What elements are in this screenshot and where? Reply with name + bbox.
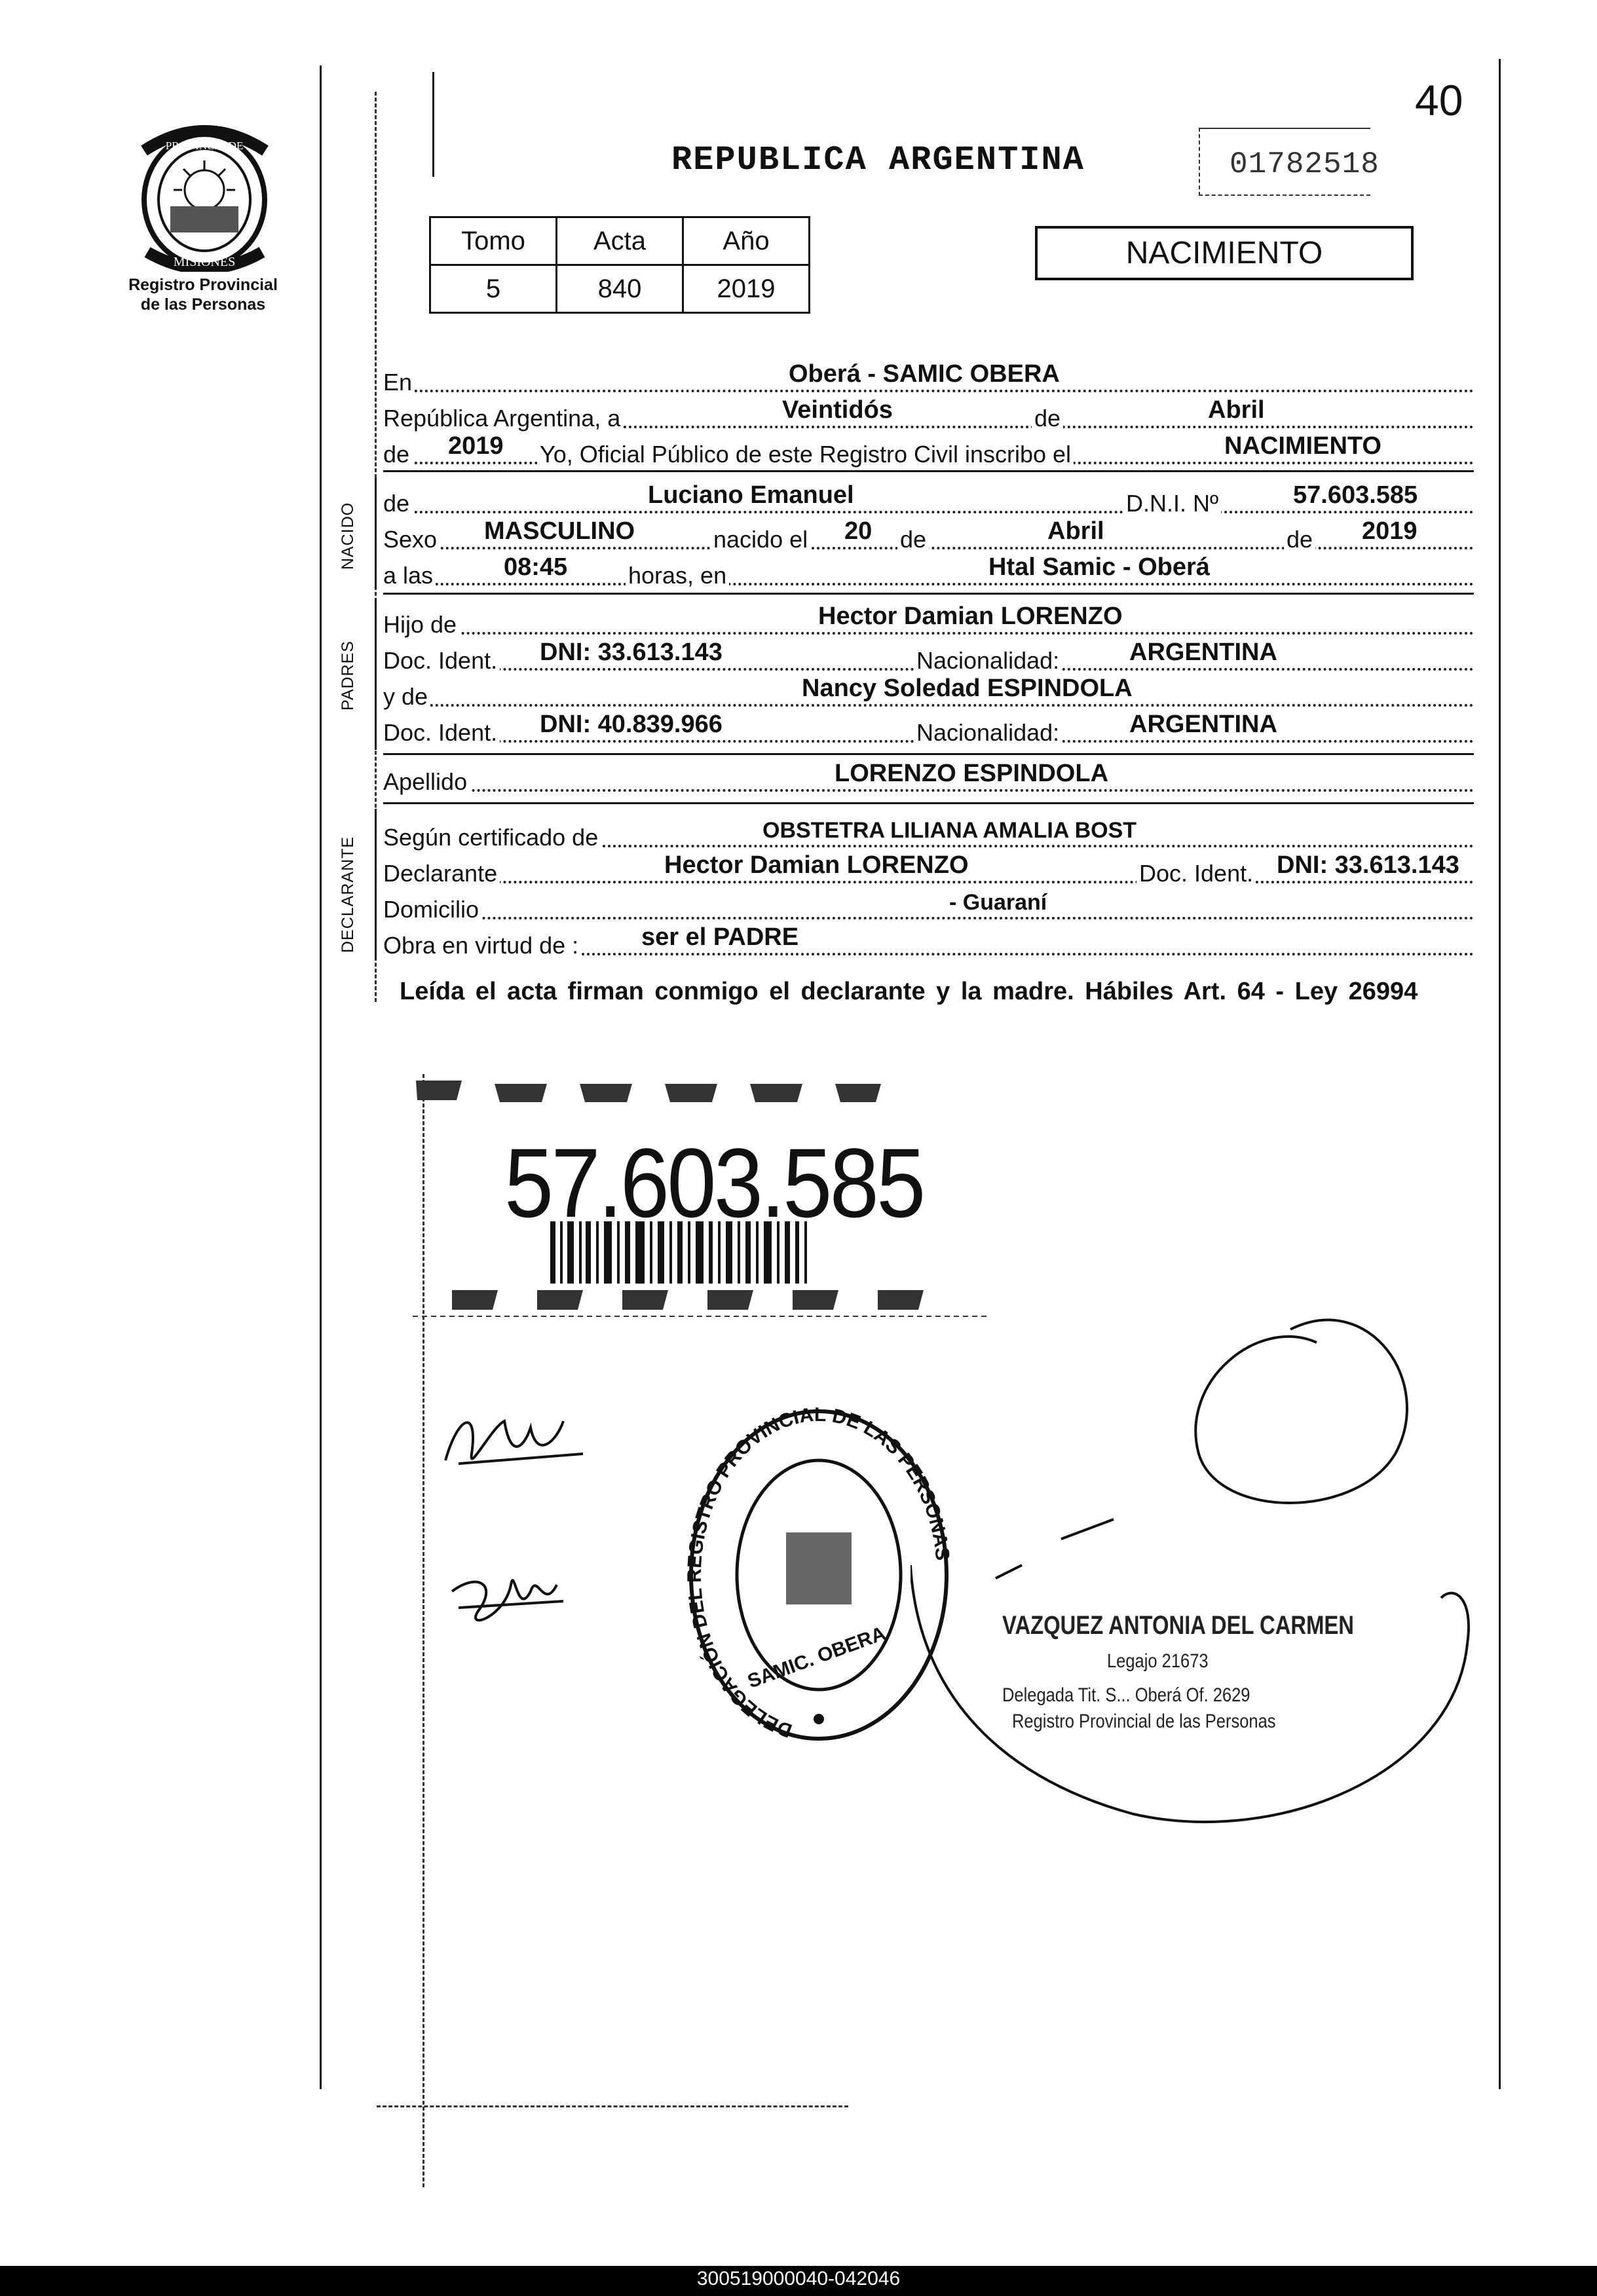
label-declarante: Declarante	[383, 860, 500, 887]
label-hijo: Hijo de	[383, 611, 459, 639]
officer-role: Delegada Tit. S... Oberá Of. 2629	[1002, 1684, 1250, 1706]
mother-name: Nancy Soledad ESPINDOLA	[799, 675, 1135, 703]
label-nationality-father: Nacionalidad:	[914, 647, 1062, 675]
row-place	[383, 360, 1474, 396]
svg-text:DELEGACIÓN DEL REGISTRO PROVIN: DELEGACIÓN DEL REGISTRO PROVINCIAL DE LAS PERSONAS	[683, 1403, 954, 1742]
row-father-doc	[383, 639, 1474, 675]
label-doc-mother: Doc. Ident.	[383, 719, 500, 747]
left-margin-line	[320, 65, 322, 2089]
header-anio: Año	[683, 217, 810, 265]
label-sexo: Sexo	[383, 526, 440, 553]
father-name: Hector Damian LORENZO	[816, 602, 1125, 631]
misiones-coat-of-arms-logo	[131, 124, 278, 272]
certificate-issuer: OBSTETRA LILIANA AMALIA BOST	[760, 818, 1139, 843]
document-title: REPUBLICA ARGENTINA	[671, 141, 1085, 179]
padres-bracket	[375, 599, 377, 750]
month: Abril	[1205, 396, 1268, 424]
officer-legajo: Legajo 21673	[1107, 1650, 1209, 1672]
label-de-month: de	[1032, 405, 1063, 432]
right-margin-line	[1499, 59, 1501, 2089]
divider-apellido	[383, 802, 1474, 804]
capacity: ser el PADRE	[639, 923, 801, 952]
declarant-doc: DNI: 33.613.143	[1274, 851, 1462, 880]
record-type-box: NACIMIENTO	[1035, 226, 1414, 280]
registry-caption	[105, 275, 301, 314]
father-nationality: ARGENTINA	[1127, 639, 1280, 667]
inner-margin-line	[432, 72, 434, 177]
handwritten-initials-1	[432, 1401, 603, 1487]
label-time: a las	[383, 562, 436, 589]
label-nationality-mother: Nacionalidad:	[914, 719, 1062, 747]
divider-nacido	[383, 593, 1474, 595]
registry-caption-line-2: de las Personas	[140, 295, 266, 314]
child-dni: 57.603.585	[1290, 481, 1420, 509]
closing-statement: Leída el acta firman conmigo el declarante y la madre. Hábiles Art. 64 - Ley 26994	[400, 978, 1418, 1005]
declarant-name: Hector Damian LORENZO	[662, 851, 971, 880]
mother-nationality: ARGENTINA	[1127, 711, 1280, 739]
sticker-dni-number: 57.603.585	[504, 1128, 924, 1238]
label-nacido-el: nacido el	[711, 526, 810, 553]
label-apellido: Apellido	[383, 768, 470, 796]
label-de-name: de	[383, 490, 412, 517]
declarante-bracket	[375, 809, 377, 959]
footer-document-code: 300519000040-042046	[696, 2268, 901, 2289]
row-mother	[383, 675, 1474, 711]
label-de-year: de	[383, 441, 412, 468]
father-doc: DNI: 33.613.143	[537, 639, 725, 667]
row-sex-birth	[383, 517, 1474, 553]
section-label-declarante: DECLARANTE	[339, 836, 357, 953]
label-de-birth-year: de	[1284, 526, 1315, 553]
place-location: Oberá - SAMIC OBERA	[786, 360, 1062, 388]
birth-month: Abril	[1045, 517, 1107, 546]
label-hours: horas, en	[626, 562, 729, 589]
mother-doc: DNI: 40.839.966	[537, 711, 725, 739]
row-year-event	[383, 432, 1474, 468]
section-label-nacido: NACIDO	[339, 502, 357, 570]
officer-name: VAZQUEZ ANTONIA DEL CARMEN	[1002, 1611, 1354, 1640]
birth-place: Htal Samic - Oberá	[986, 553, 1212, 582]
row-name	[383, 481, 1474, 517]
label-doc-father: Doc. Ident.	[383, 647, 500, 675]
value-tomo: 5	[430, 265, 557, 313]
day-words: Veintidós	[780, 396, 895, 424]
value-acta: 840	[557, 265, 683, 313]
row-address	[383, 891, 1474, 923]
bottom-dashed-line	[377, 2105, 848, 2107]
divider-place	[383, 470, 1474, 472]
serial-number: 01782518	[1230, 147, 1380, 181]
register-table-value-row	[430, 265, 810, 313]
label-certificado: Según certificado de	[383, 824, 601, 851]
child-name: Luciano Emanuel	[645, 481, 857, 509]
birth-day: 20	[842, 517, 874, 546]
label-y-de: y de	[383, 683, 430, 711]
event: NACIMIENTO	[1222, 432, 1384, 460]
section-label-padres: PADRES	[339, 640, 357, 711]
address: - Guaraní	[947, 890, 1049, 916]
divider-padres	[383, 753, 1474, 755]
birth-year: 2019	[1359, 517, 1420, 546]
label-doc-declarant: Doc. Ident.	[1137, 860, 1256, 887]
row-declarant	[383, 851, 1474, 887]
label-domicilio: Domicilio	[383, 896, 481, 923]
label-officer: Yo, Oficial Público de este Registro Civil inscribo el	[537, 441, 1074, 468]
label-country: República Argentina, a	[383, 405, 623, 432]
svg-text:MISIONES: MISIONES	[173, 255, 236, 269]
svg-text:SAMIC. OBERA: SAMIC. OBERA	[744, 1622, 889, 1693]
row-father	[383, 602, 1474, 639]
row-capacity	[383, 923, 1474, 959]
birth-time: 08:45	[501, 553, 570, 582]
nacido-bracket	[375, 478, 377, 589]
register-table	[429, 216, 810, 314]
registry-caption-line-1: Registro Provincial	[128, 276, 278, 294]
surname: LORENZO ESPINDOLA	[832, 760, 1111, 788]
row-certificate	[383, 819, 1474, 851]
value-anio: 2019	[683, 265, 810, 313]
row-date	[383, 396, 1474, 432]
register-table-header-row	[430, 217, 810, 265]
officer-signature	[911, 1303, 1487, 1834]
row-mother-doc	[383, 711, 1474, 747]
page-number: 40	[1415, 76, 1463, 124]
label-de-birth-month: de	[897, 526, 929, 553]
label-dni: D.N.I. Nº	[1123, 490, 1221, 517]
label-en: En	[383, 369, 415, 396]
header-acta: Acta	[557, 217, 683, 265]
officer-registry: Registro Provincial de las Personas	[1012, 1711, 1276, 1732]
handwritten-initials-2	[439, 1546, 583, 1637]
row-apellido	[383, 760, 1474, 796]
label-obra: Obra en virtud de :	[383, 932, 581, 959]
row-time-place	[383, 553, 1474, 589]
header-tomo: Tomo	[430, 217, 557, 265]
svg-text:PROVINCIA DE: PROVINCIA DE	[165, 139, 244, 152]
child-sex: MASCULINO	[481, 517, 637, 546]
serial-number-box	[1199, 128, 1380, 196]
year: 2019	[445, 432, 506, 460]
